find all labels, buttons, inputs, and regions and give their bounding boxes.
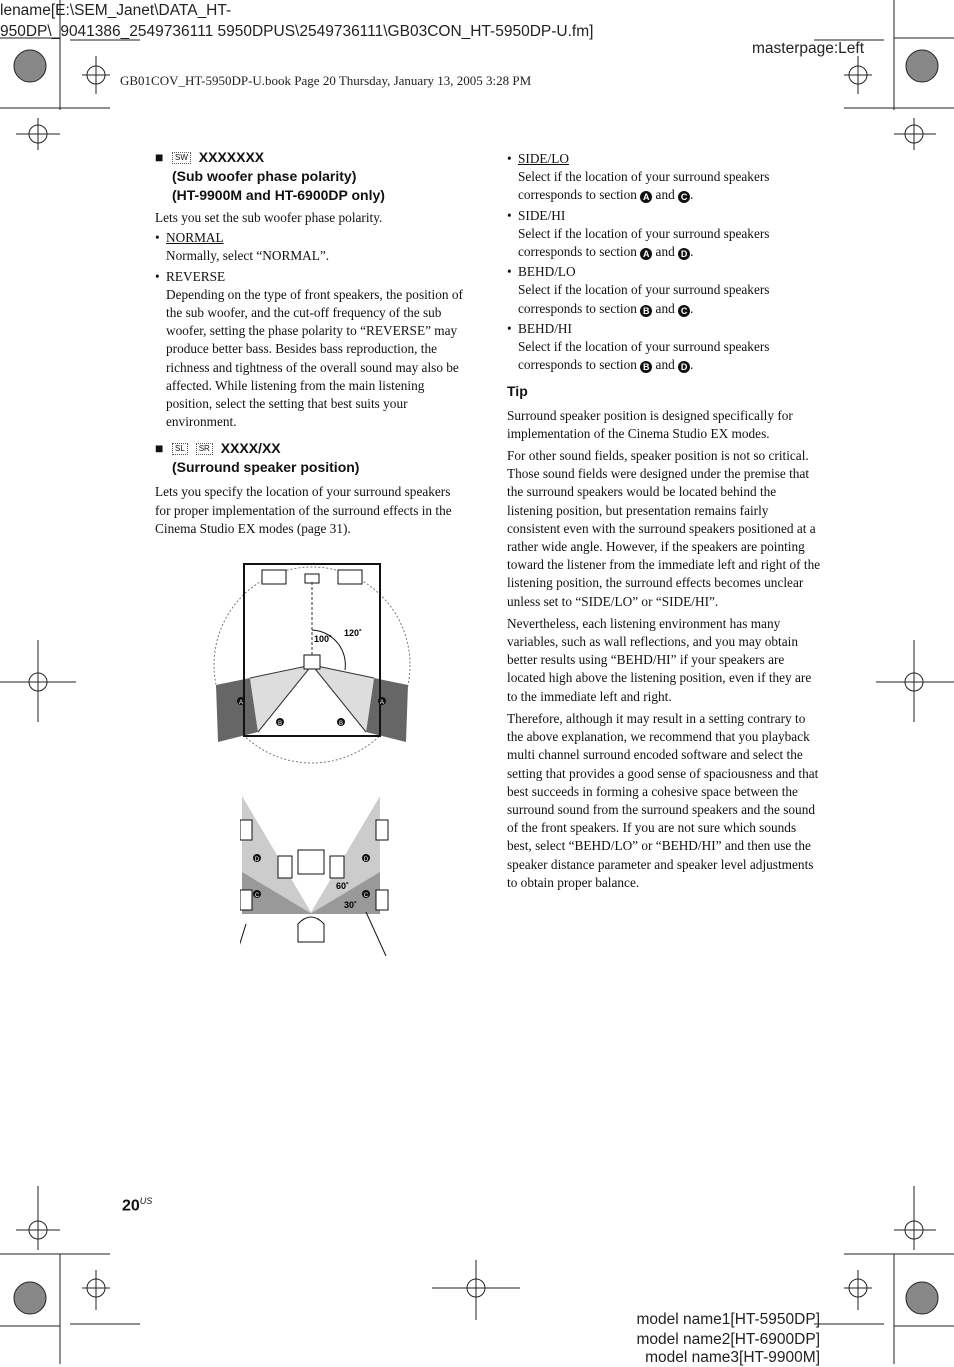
option-desc <box>507 338 821 374</box>
header-filename-line2: 950DP\_9041386_2549736111 5950DPUS\2549736111\GB03CON_HT-5950DP-U.fm] <box>0 23 594 40</box>
intro-text: Lets you specify the location of your surround speakers for proper implementation of the surround effects in the Cinema Studio EX modes (page 31). <box>155 484 452 536</box>
angle-label: 100˚ <box>314 634 333 644</box>
option-label: NORMAL <box>166 230 224 246</box>
sl-display-icon: SL <box>172 443 188 455</box>
square-bullet-icon: ■ <box>155 440 164 457</box>
intro-text: Lets you set the sub woofer phase polarity. <box>155 210 383 225</box>
front-right-speaker-icon <box>338 570 362 584</box>
option-behd-lo <box>507 263 821 318</box>
tip-paragraph: Therefore, although it may result in a setting contrary to the above explanation, we recommend that you playback multi channel surround encoded software and select the setting that provides a good sense of spaciousness and that best succeeds in forming a cohesive space between the surround sound from the surround speakers and the sound of the front speakers. If you are not sure which sounds best, select “BEHD/LO” or “BEHD/HI” and then use the speaker distance parameter and speaker level adjustments to obtain proper balance. <box>507 710 819 890</box>
section-a-icon: A <box>640 248 652 260</box>
page-number <box>122 1196 152 1215</box>
zone-letter: B <box>277 721 283 727</box>
header-masterpage: masterpage:Left <box>752 40 865 57</box>
tip-paragraph: Surround speaker position is designed specifically for implementation of the Cinema Studio EX modes. <box>507 407 793 441</box>
front-right-speaker-icon <box>330 856 344 878</box>
section-c-icon: C <box>678 305 690 317</box>
square-bullet-icon: ■ <box>155 149 164 165</box>
option-desc <box>507 168 821 204</box>
surround-right-low-icon <box>376 890 388 910</box>
period: . <box>690 357 694 373</box>
sw-display-icon: SW <box>172 152 191 164</box>
tip-heading: Tip <box>507 383 528 400</box>
speaker-angle-diagram <box>210 560 414 770</box>
page-number-value: 20 <box>122 1197 140 1215</box>
and-text: and <box>652 300 679 316</box>
angle-label: 30˚ <box>344 900 358 910</box>
model-name-3: model name3[HT-9900M] <box>645 1349 820 1366</box>
surround-left-high-icon <box>240 820 252 840</box>
option-desc-text: Select if the location of your surround speakers corresponds to section <box>518 225 770 260</box>
and-text: and <box>652 187 679 203</box>
tv-icon <box>298 850 324 874</box>
front-left-speaker-icon <box>262 570 286 584</box>
zone-letter: D <box>363 857 369 863</box>
option-label: BEHD/HI <box>518 320 572 336</box>
section-title: XXXX/XX <box>220 440 281 457</box>
option-behd-hi <box>507 320 821 375</box>
and-text: and <box>652 244 679 260</box>
section-d-icon: D <box>678 361 690 373</box>
period: . <box>690 300 694 316</box>
tip-paragraph: For other sound fields, speaker position is not so critical. Those sound fields were designed under the premise that the surround speakers would be located behind the listening position, but presentation remains fairly consistent even with the surround speakers positioned at a rather wide angle. However, if the speakers are pointing toward the listener from the immediate left and right of the listening position, the surround effects becomes unclear unless set to “SIDE/LO” or “SIDE/HI”. <box>507 448 821 609</box>
option-desc <box>507 225 821 261</box>
option-desc-text: Select if the location of your surround speakers corresponds to section <box>518 169 770 203</box>
guide-line <box>240 924 246 956</box>
header-filename-line1: lename[E:\SEM_Janet\DATA_HT- <box>0 2 232 19</box>
zone-letter: A <box>379 700 385 706</box>
surround-right-high-icon <box>376 820 388 840</box>
option-label: REVERSE <box>166 268 226 284</box>
section-b-icon: B <box>640 361 652 373</box>
and-text: and <box>652 357 679 373</box>
option-label: BEHD/LO <box>518 264 576 280</box>
option-label: SIDE/LO <box>518 151 569 166</box>
option-desc: Normally, select “NORMAL”. <box>166 248 330 264</box>
option-desc <box>507 281 821 317</box>
header-book-info: GB01COV_HT-5950DP-U.book Page 20 Thursday, January 13, 2005 3:28 PM <box>120 73 532 88</box>
zone-letter: A <box>238 700 244 706</box>
listener-chair-icon <box>298 917 324 942</box>
option-reverse <box>155 268 469 432</box>
zone-letter: D <box>254 857 260 863</box>
listener-icon <box>304 655 320 669</box>
option-desc-text: Select if the location of your surround speakers corresponds to section <box>518 339 770 373</box>
section-subtitle: (Surround speaker position) <box>172 459 360 476</box>
angle-label: 60˚ <box>336 881 350 891</box>
page-number-suffix: US <box>139 1196 153 1206</box>
guide-line <box>366 912 386 956</box>
zone-letter: C <box>363 893 369 899</box>
period: . <box>690 187 694 203</box>
zone-letter: C <box>254 893 260 899</box>
option-normal <box>155 229 469 265</box>
section-subtitle-models: (HT-9900M and HT-6900DP only) <box>172 187 385 203</box>
option-desc-text: Select if the location of your surround speakers corresponds to section <box>518 282 770 316</box>
angle-label: 120˚ <box>344 628 363 638</box>
section-heading-sub-woofer <box>155 148 469 205</box>
front-left-speaker-icon <box>278 856 292 878</box>
tip-paragraph: Nevertheless, each listening environment has many variables, such as wall reflections, and you may obtain better results using “BEHD/HI” if your speakers are located high above the listening position, even if they are to the immediate left and right. <box>507 615 812 704</box>
option-desc: Depending on the type of front speakers, the position of the sub woofer, and the cut-off frequency of the sub woofer, setting the phase polarity to “REVERSE” may produce better bass. Besides bass reproduction, the richness and tightness of the overall sound may also be affected. While listening from the main listening position, select the setting that best suits your environment. <box>166 286 463 430</box>
left-column <box>155 148 469 538</box>
sr-display-icon: SR <box>196 443 213 455</box>
section-subtitle: (Sub woofer phase polarity) <box>172 168 357 184</box>
model-name-2: model name2[HT-6900DP] <box>636 1331 820 1348</box>
right-column <box>507 148 821 892</box>
center-speaker-icon <box>305 574 319 583</box>
section-b-icon: B <box>640 305 652 317</box>
section-a-icon: A <box>640 191 652 203</box>
period: . <box>690 244 694 260</box>
surround-left-low-icon <box>240 890 252 910</box>
section-heading-surround <box>155 439 469 477</box>
section-c-icon: C <box>678 191 690 203</box>
speaker-height-diagram <box>240 792 392 956</box>
section-d-icon: D <box>678 248 690 260</box>
section-title: XXXXXXX <box>198 149 265 165</box>
option-side-hi <box>507 207 821 262</box>
option-side-lo <box>507 150 821 205</box>
option-label: SIDE/HI <box>518 207 566 223</box>
model-name-1: model name1[HT-5950DP] <box>636 1311 820 1328</box>
zone-letter: B <box>338 721 344 727</box>
